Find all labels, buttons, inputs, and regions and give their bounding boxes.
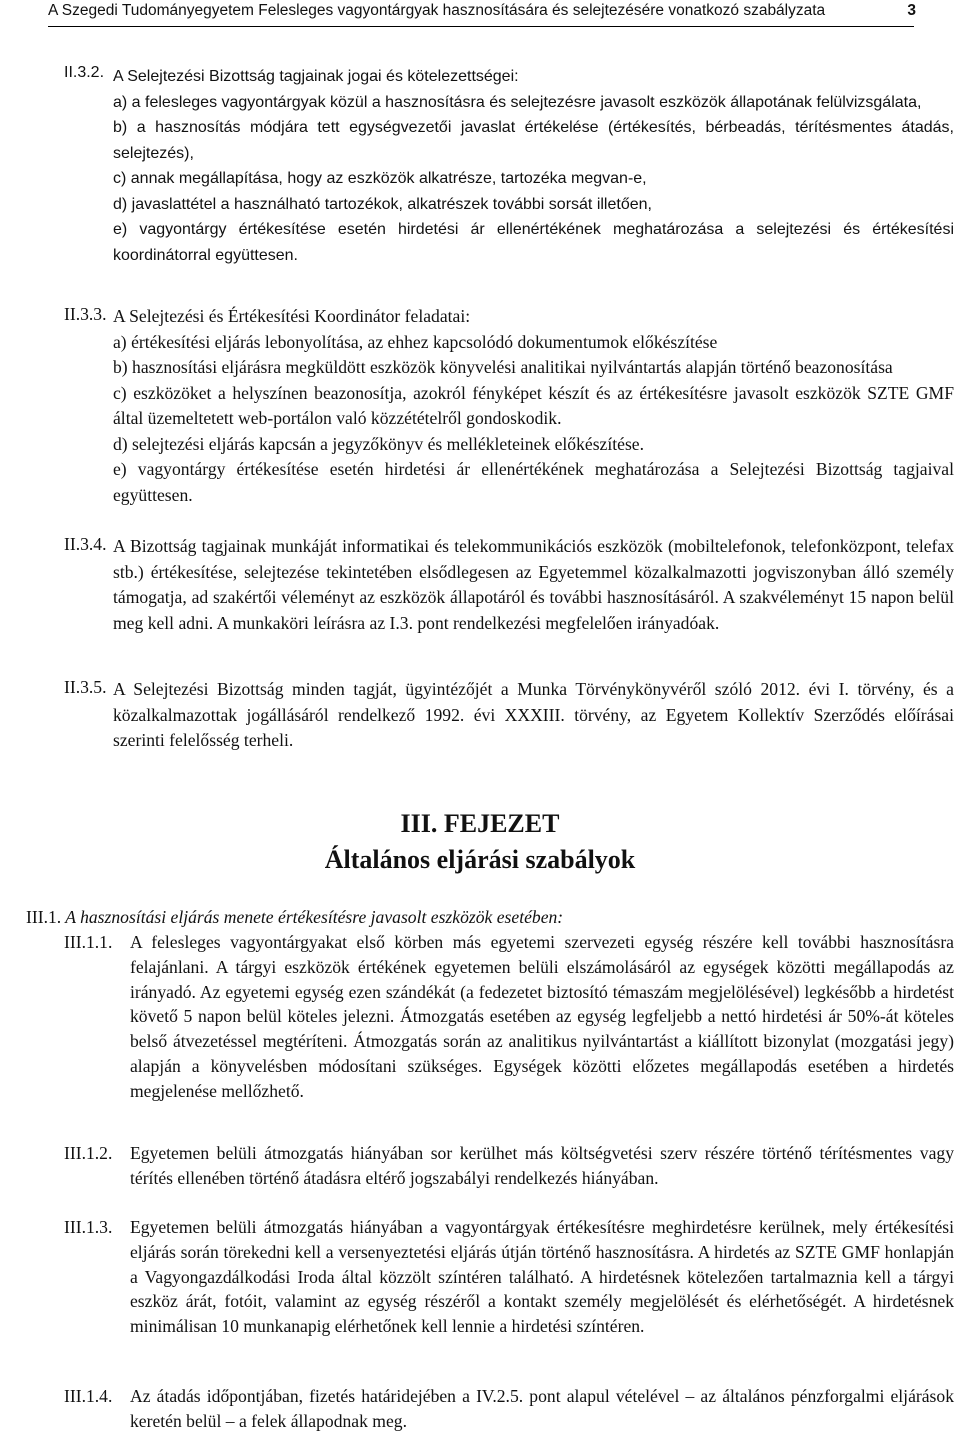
subsection-number: III.1.3.: [64, 1217, 113, 1237]
subsection-text: Egyetemen belüli átmozgatás hiányában a vagyontárgyak értékesítésre meghirdetésre kerülnek, mely értékesítési eljárás során törekedni kell a versenyeztetési eljárás útján történő hasznosításra. A hirdetés az SZTE GMF honlapján a Vagyongazdálkodási Iroda által közzölt színtéren található. A hirdetésnek kötelezően tartalmaznia kell a tárgyi eszköz árát, fotóit, valamint az egység részéről a kontakt személy megjelölését és elérhetőségét. A hirdetésnek minimálisan 10 munkanapig elérhetőnek kell lennie a hirdetési színtéren.: [130, 1217, 954, 1337]
section-heading: A Selejtezési Bizottság tagjainak jogai és kötelezettségei:: [113, 68, 519, 85]
section-number: II.3.4.: [64, 534, 107, 554]
section-ii-3-4: [64, 534, 954, 636]
section-number: II.3.2.: [64, 64, 105, 81]
list-item: e) vagyontárgy értékesítése esetén hirdetési ár ellenértékének meghatározása a Selejtezési Bizottság tagjaival együttesen.: [113, 459, 954, 505]
subsection-iii-1-2: [64, 1141, 954, 1191]
list-item: b) a hasznosítás módjára tett egységvezetői javaslat értékelése (értékesítés, bérbeadás, térítésmentes átadás, selejtezés),: [113, 119, 954, 162]
task-list: [64, 330, 954, 509]
subsection-iii-1-1: [64, 930, 954, 1104]
section-ii-3-3: [64, 304, 954, 508]
list-item: d) selejtezési eljárás kapcsán a jegyzőkönyv és mellékleteinek előkészítése.: [113, 433, 645, 454]
section-number: III.1.: [26, 907, 62, 927]
list-item: b) hasznosítási eljárásra megküldött eszközök könyvelési analitikai nyilvántartás alapján történő beazonosítása: [113, 357, 893, 377]
subsection-text: Az átadás időpontjában, fizetés határidejében a IV.2.5. pont alapul vételével – az általános pénzforgalmi eljárások keretén belül – a felek állapodnak meg.: [130, 1386, 954, 1431]
section-heading: A Selejtezési és Értékesítési Koordinátor feladatai:: [113, 306, 471, 326]
chapter-subtitle: Általános eljárási szabályok: [324, 845, 636, 874]
list-item: c) eszközöket a helyszínen beazonosítja, azokról fényképet készít és az értékesítésre javasolt eszközök SZTE GMF által üzemeltetett web-portálon való közzétételről gondoskodik.: [113, 382, 954, 428]
subsection-iii-1-3: [64, 1215, 954, 1339]
list-item: c) annak megállapítása, hogy az eszközök alkatrésze, tartozéka megvan-e,: [113, 170, 647, 188]
subsection-iii-1-4: [64, 1384, 954, 1434]
page-header: [48, 0, 914, 27]
section-text: A Selejtezési Bizottság minden tagját, ügyintézőjét a Munka Törvénykönyvéről szóló 2012. évi I. törvény, és a közalkalmazottak jogállásáról rendelkező 1992. évi XXXIII. törvény, az Egyetem Kollektív Szerződés előírásai szerinti felelősség terheli.: [113, 679, 954, 750]
section-iii-1-heading: [26, 905, 946, 931]
subsection-text: Egyetemen belüli átmozgatás hiányában sor kerülhet más költségvetési szerv részére történő térítésmentes vagy térítés ellenében történő átadásra eltérő jogszabályi rendelkezés hiányában.: [130, 1143, 954, 1188]
header-title: A Szegedi Tudományegyetem Felesleges vagyontárgyak hasznosítására és selejtezésére vonatkozó szabályzata: [48, 2, 826, 19]
subsection-number: III.1.2.: [64, 1143, 113, 1163]
subsection-text: A felesleges vagyontárgyakat első körben más egyetemi szervezeti egység részére kell további hasznosításra felajánlani. A tárgyi eszközök értékének egyetemen belüli elszámolásáról az egységek közötti megállapodás az irányadó. Az egyetemi egység ezen szándékát (a fedezetet biztosító témaszám megjelölésével) legkésőbb a hirdetést követő 5 napon belül köteles jelezni. Átmozgatás esetében az egység legfeljebb a nettó hirdetési ár 50%-át köteles belső átvezetéssel megtéríteni. Átmozgatás során az analitikus nyilvántartást a kiállított bizonylat (mozgatási jegy) alapján a könyvelésben módosítani szükséges. Egységek közötti előzetes megállapodás esetében a hirdetés megjelenése mellőzhető.: [130, 932, 954, 1101]
list-item: e) vagyontárgy értékesítése esetén hirdetési ár ellenértékének meghatározása a selejtezési és értékesítési koordinátorral együttesen.: [113, 221, 954, 265]
list-item: a) a felesleges vagyontárgyak közül a hasznosításra és selejtezésre javasolt eszközök állapotának felülvizsgálata,: [113, 93, 922, 111]
page-number: 3: [907, 2, 916, 19]
chapter-title: III. FEJEZET: [400, 809, 560, 838]
section-number: II.3.5.: [64, 677, 107, 697]
section-title: A hasznosítási eljárás menete értékesítésre javasolt eszközök esetében:: [65, 907, 564, 927]
section-ii-3-5: [64, 677, 954, 754]
section-number: II.3.3.: [64, 304, 107, 324]
subsection-number: III.1.1.: [64, 932, 113, 952]
section-ii-3-2: [64, 64, 954, 269]
section-text: A Bizottság tagjainak munkáját informatikai és telekommunikációs eszközök (mobiltelefonok, telefonközpont, telefax stb.) értékesítése, selejtezése tekintetében elsődlegesen az Egyetemmel közalkalmazotti jogviszonyban álló személy támogatja, ad szakértői véleményt az eszközök állapotáról és további hasznosításáról. A szakvéleményt 15 napon belül meg kell adni. A munkaköri leírásra az I.3. pont rendelkezési megfelelően irányadóak.: [113, 536, 954, 633]
list-item: a) értékesítési eljárás lebonyolítása, az ehhez kapcsolódó dokumentumok előkészítése: [113, 331, 718, 352]
subsection-number: III.1.4.: [64, 1386, 113, 1406]
list-item: d) javaslattétel a használható tartozékok, alkatrészek további sorsát illetően,: [113, 195, 652, 213]
duty-list: [64, 90, 954, 269]
